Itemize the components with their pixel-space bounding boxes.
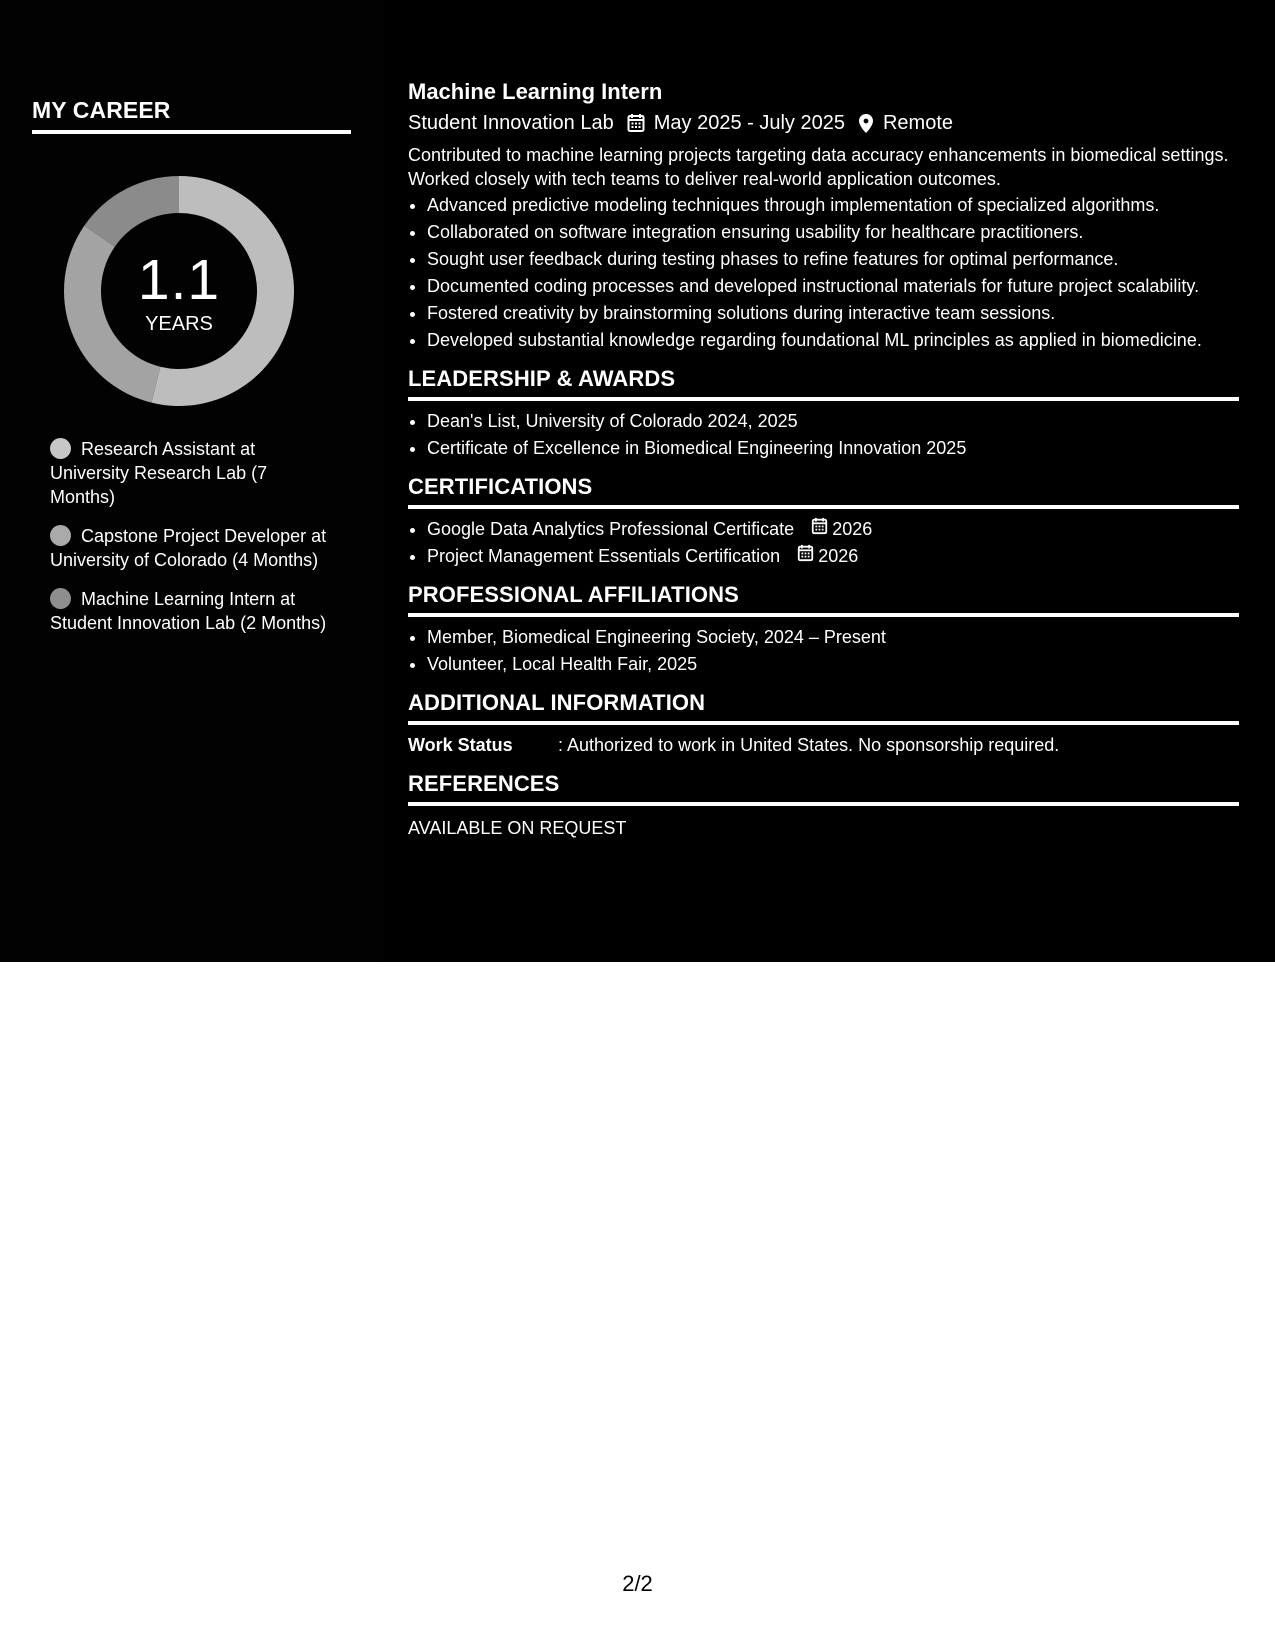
work-status-value: : Authorized to work in United States. No sponsorship required. — [558, 735, 1060, 755]
work-status-row — [408, 733, 1239, 757]
references-heading: REFERENCES — [408, 770, 1239, 806]
affiliation-item: • Volunteer, Local Health Fair, 2025 — [427, 652, 1239, 676]
career-heading: MY CAREER — [32, 96, 351, 134]
job-location: Remote — [882, 112, 953, 134]
job-description: Contributed to machine learning projects targeting data accuracy enhancements in biomedical settings. Worked closely with tech teams to deliver real-world application outcomes. — [408, 145, 1229, 189]
certification-date — [797, 544, 858, 568]
additional-information-section — [408, 689, 1239, 757]
job-bullets — [408, 193, 1239, 352]
career-sidebar — [0, 0, 383, 962]
leadership-heading: LEADERSHIP & AWARDS — [408, 365, 1239, 401]
career-total-unit: YEARS — [145, 313, 213, 335]
additional-information-heading: ADDITIONAL INFORMATION — [408, 689, 1239, 725]
career-dot-icon — [50, 438, 71, 459]
location-pin-icon — [858, 113, 874, 134]
leadership-item: • Certificate of Excellence in Biomedical Engineering Innovation 2025 — [427, 436, 1239, 460]
career-legend-label: Machine Learning Intern at Student Innovation Lab (2 Months) — [50, 589, 327, 633]
affiliations-section — [408, 581, 1239, 676]
career-legend-item — [50, 437, 330, 509]
career-duration-chart — [64, 176, 294, 406]
career-legend-item — [50, 524, 330, 572]
page-number: 2/2 — [622, 1571, 653, 1596]
certification-name: Google Data Analytics Professional Certificate — [427, 519, 795, 539]
resume-main-column — [408, 78, 1239, 840]
certifications-section — [408, 473, 1239, 568]
job-title: Machine Learning Intern — [408, 79, 663, 104]
certifications-heading: CERTIFICATIONS — [408, 473, 1239, 509]
certification-item — [427, 544, 1239, 568]
certifications-list — [408, 517, 1239, 568]
leadership-section — [408, 365, 1239, 460]
job-dates: May 2025 - July 2025 — [653, 112, 845, 134]
affiliations-heading: PROFESSIONAL AFFILIATIONS — [408, 581, 1239, 617]
career-legend-item — [50, 587, 330, 635]
references-section — [408, 770, 1239, 840]
certification-name: Project Management Essentials Certification — [427, 546, 781, 566]
certification-year: 2026 — [818, 546, 859, 566]
certification-date — [811, 517, 872, 541]
career-legend-label: Capstone Project Developer at University of Colorado (4 Months) — [50, 526, 327, 570]
affiliation-item: • Member, Biomedical Engineering Society, 2024 – Present — [427, 625, 1239, 649]
job-bullet: • Advanced predictive modeling techniques through implementation of specialized algorithms. — [427, 193, 1239, 217]
job-meta — [408, 109, 1239, 137]
career-dot-icon — [50, 525, 71, 546]
calendar-icon — [811, 517, 832, 541]
calendar-icon — [627, 113, 645, 133]
leadership-list — [408, 409, 1239, 460]
leadership-item: • Dean's List, University of Colorado 2024, 2025 — [427, 409, 1239, 433]
job-bullet: • Sought user feedback during testing phases to refine features for optimal performance. — [427, 247, 1239, 271]
job-bullet: • Collaborated on software integration ensuring usability for healthcare practitioners. — [427, 220, 1239, 244]
career-total-value: 1.1 — [137, 248, 221, 312]
job-company: Student Innovation Lab — [408, 112, 614, 134]
career-dot-icon — [50, 588, 71, 609]
experience-entry — [408, 78, 1239, 352]
job-bullet: • Documented coding processes and developed instructional materials for future project scalability. — [427, 274, 1239, 298]
affiliations-list — [408, 625, 1239, 676]
certification-item — [427, 517, 1239, 541]
job-bullet: • Fostered creativity by brainstorming solutions during interactive team sessions. — [427, 301, 1239, 325]
certification-year: 2026 — [832, 519, 873, 539]
career-legend-label: Research Assistant at University Research Lab (7 Months) — [50, 439, 268, 507]
work-status-label: Work Status — [408, 735, 513, 755]
calendar-icon — [797, 544, 818, 568]
career-legend — [50, 437, 330, 650]
references-text: AVAILABLE ON REQUEST — [408, 818, 627, 838]
job-bullet: • Developed substantial knowledge regarding foundational ML principles as applied in biomedicine. — [427, 328, 1239, 352]
